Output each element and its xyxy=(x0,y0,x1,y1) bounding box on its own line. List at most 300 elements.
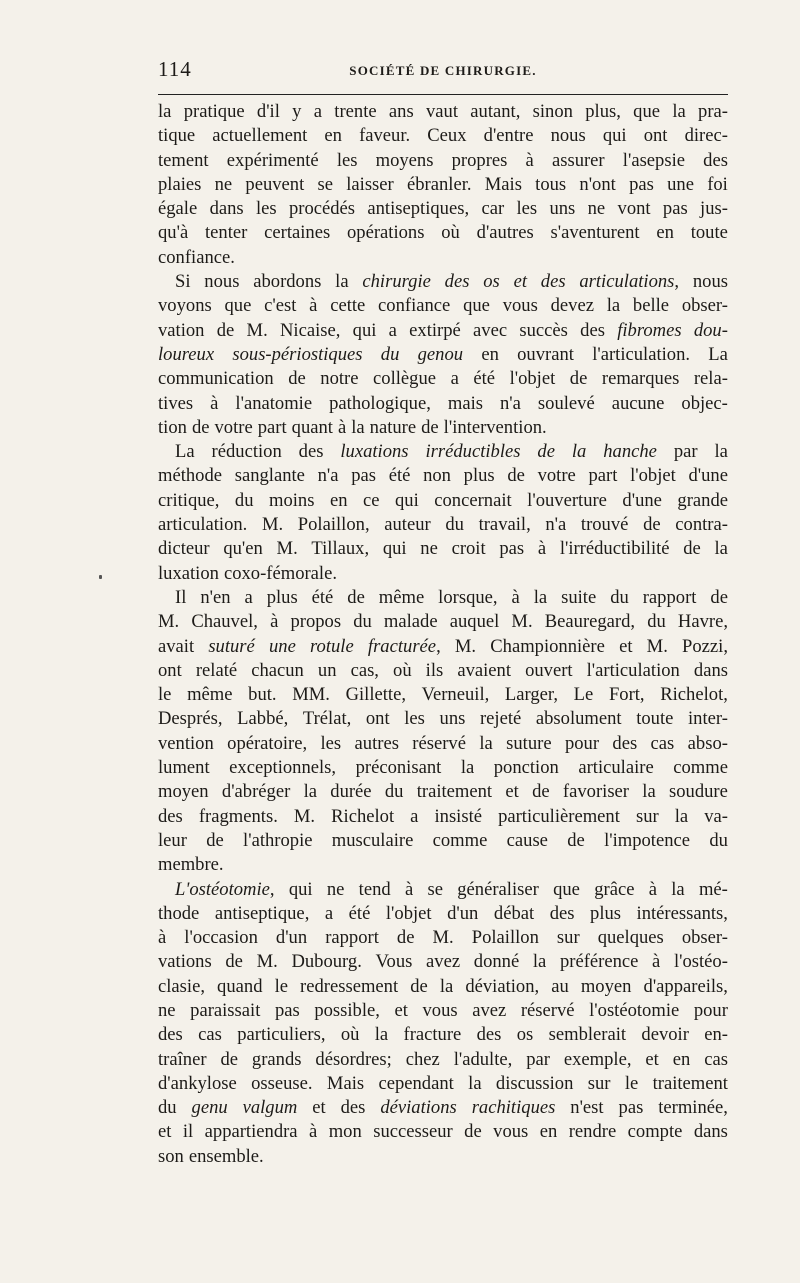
word: se xyxy=(317,173,333,195)
word: Trélat, xyxy=(302,708,352,730)
word: luxations xyxy=(340,441,409,463)
word: dans xyxy=(693,659,728,681)
word: l'anatomie xyxy=(235,392,313,414)
word: au xyxy=(551,975,569,997)
word: discussion xyxy=(495,1072,574,1094)
word: grands xyxy=(251,1048,302,1070)
word: pas xyxy=(274,999,300,1021)
word: d'entre xyxy=(483,125,534,147)
word: rapport xyxy=(642,586,697,608)
word: soulevé xyxy=(537,392,595,414)
word: méthode xyxy=(158,465,223,487)
word: faveur. xyxy=(359,125,411,147)
word: par xyxy=(526,1048,550,1070)
word: son xyxy=(158,1145,184,1167)
word: désordres; xyxy=(315,1048,392,1070)
word: notre xyxy=(320,368,359,390)
word: uns xyxy=(439,708,466,730)
word: Beauregard, xyxy=(544,611,636,633)
text-line xyxy=(158,780,728,804)
word: plus xyxy=(463,465,495,487)
word: pas xyxy=(618,1097,644,1119)
word: leur xyxy=(158,829,187,851)
word: durée xyxy=(330,781,372,803)
word: propres xyxy=(451,149,508,171)
word: nature xyxy=(369,416,417,438)
word: le xyxy=(274,975,288,997)
word: trente xyxy=(334,101,377,122)
word: la xyxy=(571,441,587,463)
word: sous-périostiques xyxy=(232,343,363,365)
word: Polaillon xyxy=(471,927,539,949)
word: comme xyxy=(673,757,728,779)
word: de xyxy=(220,1048,238,1070)
body-text xyxy=(158,100,728,1169)
word: malade xyxy=(383,611,438,633)
text-line xyxy=(158,367,728,391)
word: plus xyxy=(590,902,622,924)
word: la xyxy=(714,441,728,463)
word: loureux xyxy=(158,343,215,365)
word: clasie, xyxy=(158,975,205,997)
word: M. xyxy=(276,538,298,560)
word: d'ankylose xyxy=(158,1072,237,1094)
word: cas, xyxy=(350,659,379,681)
word: déviations xyxy=(380,1097,457,1119)
word: ouvrant xyxy=(517,343,574,365)
word: Richelot, xyxy=(660,684,728,706)
word: autant, xyxy=(470,101,521,122)
word: quant xyxy=(291,416,333,438)
word: d'abréger xyxy=(221,781,291,803)
text-line xyxy=(158,1096,728,1120)
word: généraliser xyxy=(457,878,539,900)
word: coxo-fémorale. xyxy=(223,562,338,584)
word: obser- xyxy=(681,927,728,949)
word: réservé xyxy=(520,999,575,1021)
header-rule xyxy=(158,94,728,95)
word: Nicaise, xyxy=(279,319,341,341)
word: d'un xyxy=(275,927,308,949)
word: fragments. xyxy=(198,805,278,827)
word: dicteur xyxy=(158,538,210,560)
word: moins xyxy=(269,489,315,511)
word: moyen xyxy=(580,975,632,997)
text-line xyxy=(158,1023,728,1047)
word: d'il xyxy=(256,101,280,122)
word: des xyxy=(703,149,728,171)
word: tement xyxy=(158,149,209,171)
word: chez xyxy=(405,1048,440,1070)
word: antiseptiques, xyxy=(367,198,470,220)
word: Gillette, xyxy=(345,684,406,706)
word: de xyxy=(464,1121,482,1143)
word: les xyxy=(320,732,342,754)
word: vous xyxy=(502,295,538,317)
word: trouvé xyxy=(580,514,629,536)
word: en xyxy=(329,489,348,511)
word: tend xyxy=(358,878,391,900)
text-line xyxy=(158,683,728,707)
word: Pozzi, xyxy=(682,635,728,657)
word: M. xyxy=(158,611,180,633)
word: en xyxy=(481,343,499,365)
word: du xyxy=(353,611,372,633)
word: a xyxy=(450,368,459,390)
word: des xyxy=(158,1024,183,1046)
word: de xyxy=(288,368,306,390)
word: l'articulation xyxy=(586,659,680,681)
word: et xyxy=(645,1048,659,1070)
word: a xyxy=(388,319,397,341)
word: l'occasion xyxy=(184,927,258,949)
word: des xyxy=(540,271,566,293)
word: des xyxy=(340,1097,366,1119)
word: La xyxy=(708,343,728,365)
word: Polaillon, xyxy=(297,514,370,536)
word: rachitiques xyxy=(471,1097,556,1119)
word: l'irréductibilité xyxy=(559,538,670,560)
word: une xyxy=(667,173,694,195)
word: dans xyxy=(693,1121,728,1143)
word: compte xyxy=(627,1121,683,1143)
word: qui xyxy=(382,538,407,560)
word: assurer xyxy=(551,149,605,171)
word: critique, xyxy=(158,489,220,511)
word: croit xyxy=(451,538,486,560)
word: plaies xyxy=(158,173,202,195)
word: a xyxy=(313,101,323,122)
word: succès xyxy=(519,319,568,341)
word: vaut xyxy=(425,101,458,122)
word: de xyxy=(347,586,365,608)
word: but. xyxy=(248,684,277,706)
word: successeur xyxy=(373,1121,453,1143)
word: os xyxy=(516,1024,534,1046)
word: ne xyxy=(214,173,233,195)
word: musculaire xyxy=(331,829,414,851)
paragraph xyxy=(158,270,728,440)
word: été xyxy=(311,586,334,608)
word: la xyxy=(460,757,475,779)
word: même xyxy=(187,684,233,706)
word: opérations xyxy=(347,222,425,244)
word: l'intervention. xyxy=(443,416,547,438)
word: la xyxy=(533,586,548,608)
word: votre xyxy=(214,416,253,438)
word: voyons xyxy=(158,295,212,317)
word: des xyxy=(580,319,605,341)
word: que xyxy=(553,878,580,900)
text-line xyxy=(158,999,728,1023)
word: quand xyxy=(217,975,263,997)
word: de xyxy=(683,538,701,560)
word: et xyxy=(619,635,633,657)
text-line xyxy=(158,659,728,683)
text-line xyxy=(158,100,728,124)
text-line xyxy=(158,221,728,245)
word: n'a xyxy=(545,514,567,536)
word: que xyxy=(633,101,661,122)
word: vont xyxy=(617,198,651,220)
word: insisté xyxy=(434,805,483,827)
word: donné xyxy=(473,951,520,973)
word: La xyxy=(175,441,195,463)
word: et xyxy=(513,271,527,293)
word: jus- xyxy=(700,198,728,220)
word: Ceux xyxy=(427,125,467,147)
word: des xyxy=(444,271,470,293)
text-line xyxy=(158,173,728,197)
word: la xyxy=(532,951,547,973)
word: vous xyxy=(422,999,458,1021)
word: débat xyxy=(493,902,535,924)
page-number: 114 xyxy=(158,57,192,81)
word: traîner xyxy=(158,1048,207,1070)
word: hanche xyxy=(603,441,657,463)
text-line xyxy=(158,610,728,634)
word: M. xyxy=(511,611,533,633)
word: et xyxy=(158,1121,172,1143)
word: paraissait xyxy=(190,999,261,1021)
word: fibromes xyxy=(617,319,682,341)
word: à xyxy=(525,149,534,171)
word: sur xyxy=(635,805,659,827)
word: certaines xyxy=(264,222,331,244)
word: Chauvel, xyxy=(191,611,258,633)
word: ont xyxy=(365,708,390,730)
word: travail, xyxy=(478,514,531,536)
text-line xyxy=(158,149,728,173)
word: la xyxy=(606,295,621,317)
word: en xyxy=(672,1048,691,1070)
word: avez xyxy=(472,999,507,1021)
word: d'une xyxy=(622,489,662,511)
word: nous xyxy=(692,271,728,293)
print-speck xyxy=(99,575,102,579)
word: particuliers, xyxy=(237,1024,326,1046)
word: articulation. xyxy=(158,514,248,536)
word: M. xyxy=(432,927,454,949)
word: que xyxy=(463,295,490,317)
word: à xyxy=(309,1121,318,1143)
word: direc- xyxy=(684,125,728,147)
word: aucune xyxy=(611,392,665,414)
text-line xyxy=(158,950,728,974)
word: Mais xyxy=(484,173,522,195)
word: rejeté xyxy=(479,708,522,730)
word: vation xyxy=(158,319,205,341)
word: tique xyxy=(158,125,196,147)
word: à xyxy=(404,878,414,900)
word: réservé xyxy=(412,732,466,754)
word: ouvert xyxy=(525,659,573,681)
word: les xyxy=(336,149,358,171)
word: Fort, xyxy=(608,684,645,706)
text-line xyxy=(158,926,728,950)
word: la xyxy=(674,805,689,827)
text-line xyxy=(158,853,728,877)
word: les xyxy=(255,198,277,220)
text-line xyxy=(158,513,728,537)
word: égale xyxy=(158,198,198,220)
text-line xyxy=(158,586,728,610)
word: abso- xyxy=(687,732,728,754)
word: M. xyxy=(646,635,668,657)
text-line xyxy=(158,635,728,659)
word: à xyxy=(270,611,279,633)
word: Si xyxy=(175,271,191,293)
paragraph xyxy=(158,878,728,1170)
word: pra- xyxy=(698,101,728,122)
word: où xyxy=(393,659,412,681)
word: du xyxy=(610,586,629,608)
word: valgum xyxy=(242,1097,298,1119)
word: des xyxy=(298,441,324,463)
word: de xyxy=(410,975,428,997)
word: la xyxy=(158,101,172,122)
word: la xyxy=(672,101,686,122)
word: ont xyxy=(158,659,182,681)
word: un xyxy=(317,659,337,681)
word: des xyxy=(549,902,575,924)
word: ce xyxy=(363,489,380,511)
word: sanglante xyxy=(234,465,305,487)
text-line xyxy=(158,246,728,270)
word: l'objet xyxy=(509,368,556,390)
word: du xyxy=(647,611,666,633)
text-line xyxy=(158,270,728,294)
word: l'impotence xyxy=(604,829,691,851)
word: à xyxy=(648,878,657,900)
word: expérimenté xyxy=(226,149,319,171)
word: exceptionnels, xyxy=(229,757,337,779)
word: rotule xyxy=(310,635,354,657)
text-line xyxy=(158,1048,728,1072)
word: ne xyxy=(326,878,345,900)
word: l'adulte, xyxy=(453,1048,513,1070)
word: de xyxy=(216,319,235,341)
word: confiance. xyxy=(158,246,235,268)
word: toute xyxy=(636,708,674,730)
word: de xyxy=(537,441,555,463)
word: sur xyxy=(556,927,580,949)
word: Verneuil, xyxy=(421,684,490,706)
word: moyen xyxy=(158,781,209,803)
word: articulations, xyxy=(579,271,680,293)
word: confiance xyxy=(378,295,451,317)
word: de xyxy=(421,416,439,438)
word: vous xyxy=(493,1121,529,1143)
word: avaient xyxy=(457,659,511,681)
word: moyens xyxy=(375,149,434,171)
text-line xyxy=(158,294,728,318)
word: qui xyxy=(288,878,313,900)
word: préférence xyxy=(559,951,639,973)
text-line xyxy=(158,732,728,756)
word: devoir xyxy=(641,1024,689,1046)
text-line xyxy=(158,1072,728,1096)
word: l'athropie xyxy=(243,829,313,851)
word: l'objet xyxy=(385,902,432,924)
word: a xyxy=(410,805,419,827)
word: fracture xyxy=(403,1024,462,1046)
word: sur xyxy=(587,1072,611,1094)
text-line xyxy=(158,975,728,999)
text-line xyxy=(158,1120,728,1144)
word: tives xyxy=(158,392,194,414)
word: et xyxy=(394,999,408,1021)
word: ensemble. xyxy=(188,1145,264,1167)
word: inter- xyxy=(688,708,728,730)
word: été xyxy=(473,368,496,390)
word: ont xyxy=(643,125,668,147)
word: irréductibles xyxy=(425,441,521,463)
word: cette xyxy=(330,295,366,317)
word: traitement xyxy=(416,781,493,803)
word: à xyxy=(309,295,318,317)
word: foi xyxy=(707,173,728,195)
word: genou xyxy=(417,343,464,365)
word: M. xyxy=(454,635,477,657)
word: y xyxy=(292,101,302,122)
text-line xyxy=(158,562,728,586)
word: de xyxy=(206,829,224,851)
word: la xyxy=(714,538,728,560)
word: pour xyxy=(693,999,728,1021)
text-line xyxy=(158,707,728,731)
word: avec xyxy=(473,319,508,341)
word: genu xyxy=(191,1097,228,1119)
word: pas xyxy=(499,538,525,560)
word: une xyxy=(268,635,296,657)
word: où xyxy=(340,1024,360,1046)
word: rela- xyxy=(693,368,728,390)
text-line xyxy=(158,416,728,440)
word: de xyxy=(710,586,728,608)
text-line xyxy=(158,878,728,902)
word: osseuse. xyxy=(251,1072,313,1094)
text-line xyxy=(158,902,728,926)
word: luxation xyxy=(158,562,219,584)
word: quelques xyxy=(597,927,664,949)
word: semblerait xyxy=(548,1024,627,1046)
word: à xyxy=(537,538,547,560)
text-line xyxy=(158,319,728,343)
word: la xyxy=(468,1072,482,1094)
word: membre. xyxy=(158,854,224,876)
word: peuvent xyxy=(245,173,305,195)
word: s'aventurent xyxy=(550,222,640,244)
word: du xyxy=(234,489,254,511)
word: os xyxy=(483,271,500,293)
word: l'asepsie xyxy=(622,149,686,171)
word: objec- xyxy=(681,392,728,414)
word: obser- xyxy=(681,295,728,317)
word: de xyxy=(396,927,415,949)
word: le xyxy=(158,684,172,706)
word: la xyxy=(351,416,365,438)
word: articulaire xyxy=(578,757,654,779)
word: l'ostéo- xyxy=(673,951,728,973)
word: remarques xyxy=(601,368,680,390)
word: en xyxy=(539,1121,558,1143)
word: à xyxy=(210,392,219,414)
running-head: SOCIÉTÉ DE CHIRURGIE. xyxy=(349,63,537,78)
word: vations xyxy=(158,951,212,973)
word: actuellement xyxy=(212,125,308,147)
word: mon xyxy=(328,1121,362,1143)
